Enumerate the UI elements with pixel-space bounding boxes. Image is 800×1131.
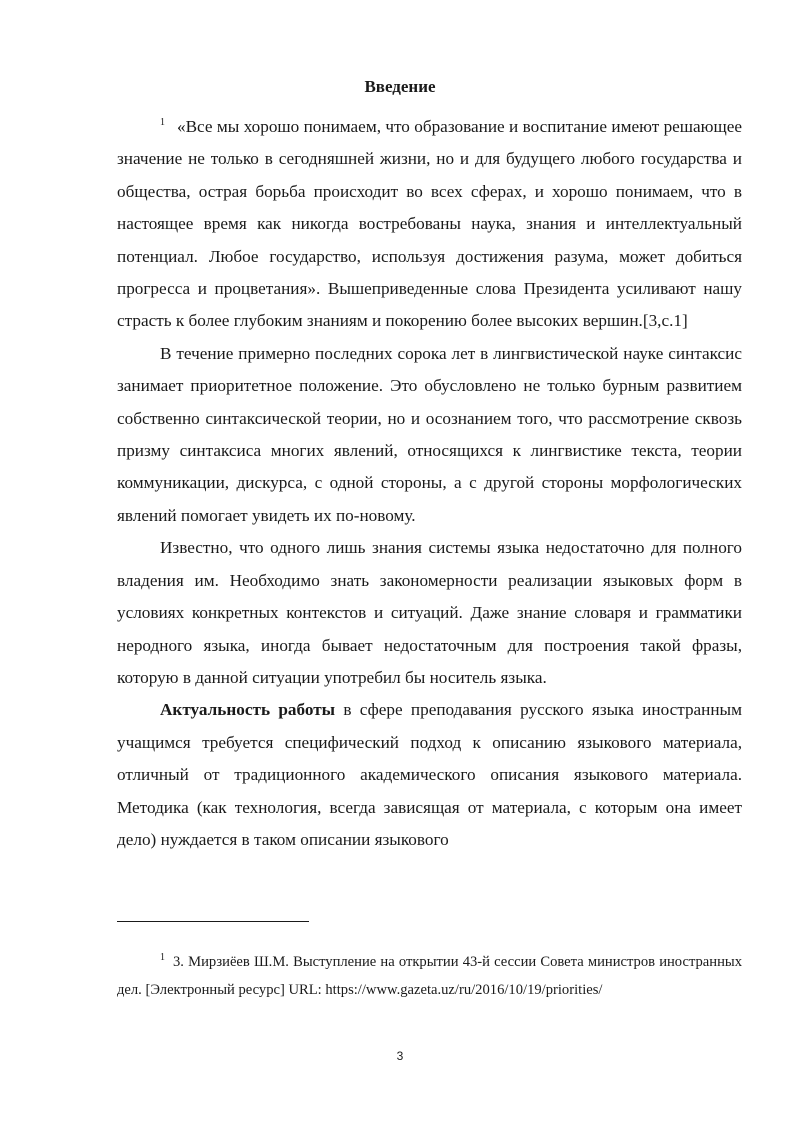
- paragraph-language-knowledge: [117, 532, 742, 694]
- footnote-entry: [117, 944, 742, 1004]
- footnote-separator: [117, 921, 309, 922]
- body-text: [117, 107, 742, 856]
- page-number: 3: [396, 1049, 404, 1063]
- paragraph-relevance: [117, 694, 742, 856]
- paragraph-quote: [117, 107, 742, 338]
- footnote-text: 3. Мирзиёев Ш.М. Выступление на открытии 43-й сессии Совета министров иностранных дел. [Электронный ресурс] URL: https://www.gazeta.uz/ru/2016/10/19/priorities/: [117, 954, 742, 998]
- paragraph-syntax: [117, 338, 742, 532]
- footnote-number: 1: [160, 952, 165, 963]
- paragraph-text: В течение примерно последних сорока лет в лингвистической науке синтаксис занимает приоритетное положение. Это обусловлено не только бурным развитием собственно синтаксической теории, но и осознанием того, что рассмотрение сквозь призму синтаксиса многих явлений, относящихся к лингвистике текста, теории коммуникации, дискурса, с одной стороны, а с другой стороны морфологических явлений помогает увидеть их по-новому.: [117, 343, 742, 525]
- paragraph-text: в сфере преподавания русского языка иностранным учащимся требуется специфический подход к описанию языкового материала, отличный от традиционного академического описания языкового материала. Методика (как технология, всегда зависящая от материала, с которым она имеет дело) нуждается в таком описании языкового: [117, 700, 742, 849]
- footnote-reference[interactable]: 1: [160, 117, 165, 128]
- paragraph-text: «Все мы хорошо понимаем, что образование и воспитание имеют решающее значение не только в сегодняшней жизни, но и для будущего любого государства и общества, острая борьба происходит во всех сферах, и хорошо понимаем, что в настоящее время как никогда востребованы наука, знания и интеллектуальный потенциал. Любое государство, используя достижения разума, может добиться прогресса и процветания». Вышеприведенные слова Президента усиливают нашу страсть к более глубоким знаниям и покорению более высоких вершин.[3,с.1]: [117, 117, 742, 331]
- section-title: Введение: [364, 77, 436, 96]
- footnote: [117, 944, 742, 1004]
- paragraph-text: Известно, что одного лишь знания системы языка недостаточно для полного владения им. Необходимо знать закономерности реализации языковых форм в условиях конкретных контекстов и ситуаций. Даже знание словаря и грамматики неродного языка, иногда бывает недостаточным для построения такой фразы, которую в данной ситуации употребил бы носитель языка.: [117, 538, 742, 687]
- relevance-heading: Актуальность работы: [160, 700, 336, 720]
